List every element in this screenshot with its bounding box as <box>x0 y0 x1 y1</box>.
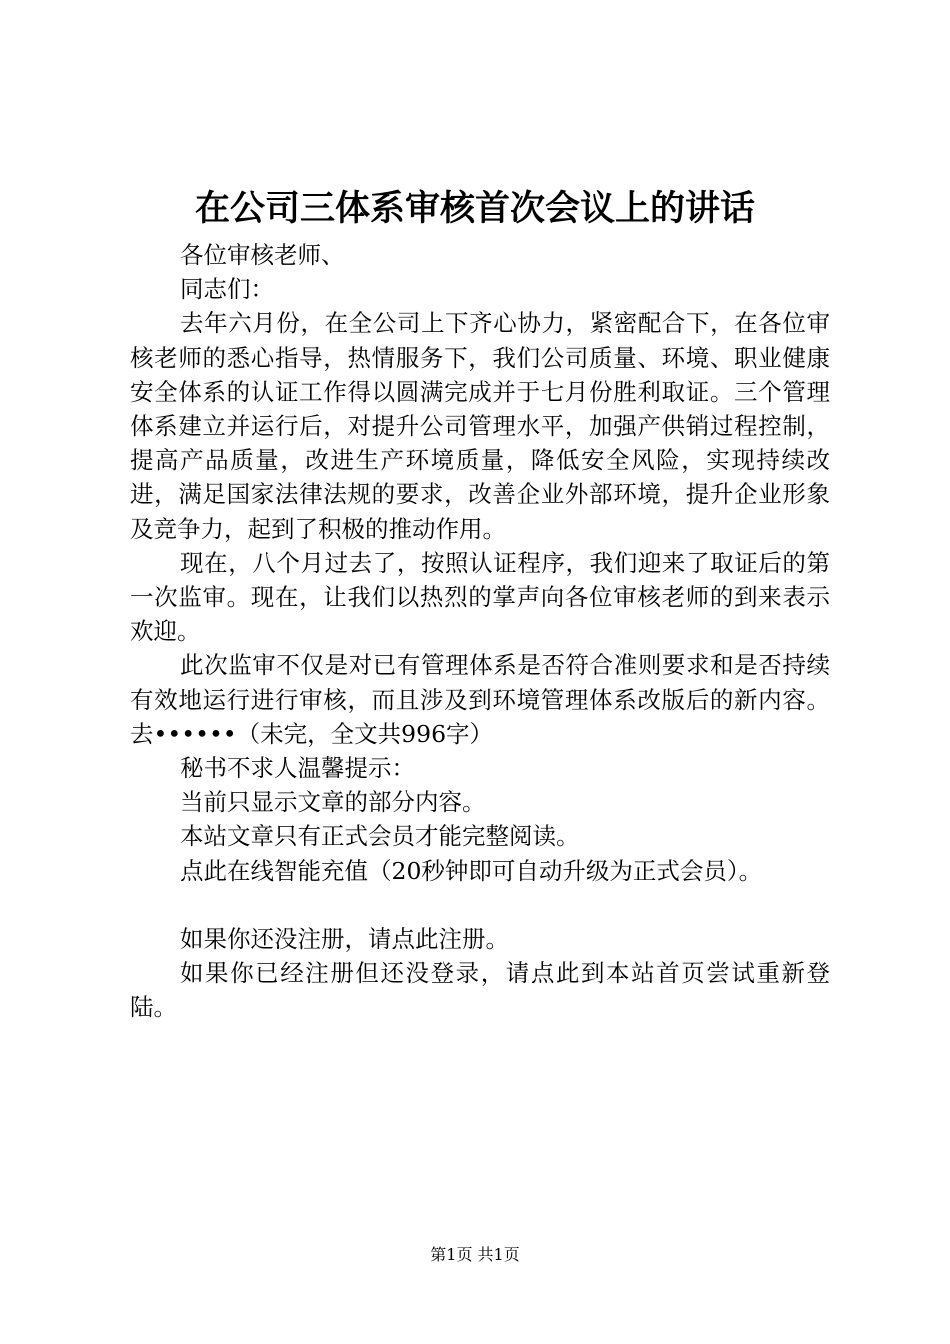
document-title: 在公司三体系审核首次会议上的讲话 <box>194 188 755 229</box>
notice-line-2: 本站文章只有正式会员才能完整阅读。 <box>180 822 580 851</box>
salutation-line-1: 各位审核老师、 <box>180 241 345 269</box>
document-body <box>130 238 830 1025</box>
recharge-link[interactable]: 点此在线智能充值（20秒钟即可自动升级为正式会员）。 <box>180 856 763 885</box>
paragraph-1: 去年六月份，在全公司上下齐心协力，紧密配合下，在各位审核老师的悉心指导，热情服务下，我们公司质量、环境、职业健康安全体系的认证工作得以圆满完成并于七月份胜利取证。三个管理体系建立并运行后，对提升公司管理水平，加强产供销过程控制，提高产品质量，改进生产环境质量，降低安全风险，实现持续改进，满足国家法律法规的要求，改善企业外部环境，提升企业形象及竞争力，起到了积极的推动作用。 <box>130 309 830 543</box>
register-link[interactable]: 如果你还没注册，请点此注册。 <box>180 925 509 954</box>
notice-heading: 秘书不求人温馨提示： <box>180 754 415 783</box>
paragraph-2: 现在，八个月过去了，按照认证程序，我们迎来了取证后的第一次监审。现在，让我们以热烈的掌声向各位审核老师的到来表示欢迎。 <box>130 548 830 646</box>
login-link[interactable]: 如果你已经注册但还没登录，请点此到本站首页尝试重新登陆。 <box>130 959 830 1022</box>
notice-line-1: 当前只显示文章的部分内容。 <box>180 788 486 817</box>
blank-line <box>130 888 830 922</box>
salutation-line-2: 同志们： <box>180 275 274 304</box>
page-footer: 第1页 共1页 <box>430 1245 520 1264</box>
paragraph-3: 此次监审不仅是对已有管理体系是否符合准则要求和是否持续有效地运行进行审核，而且涉及到环境管理体系改版后的新内容。去••••••（未完，全文共996字） <box>130 651 830 748</box>
